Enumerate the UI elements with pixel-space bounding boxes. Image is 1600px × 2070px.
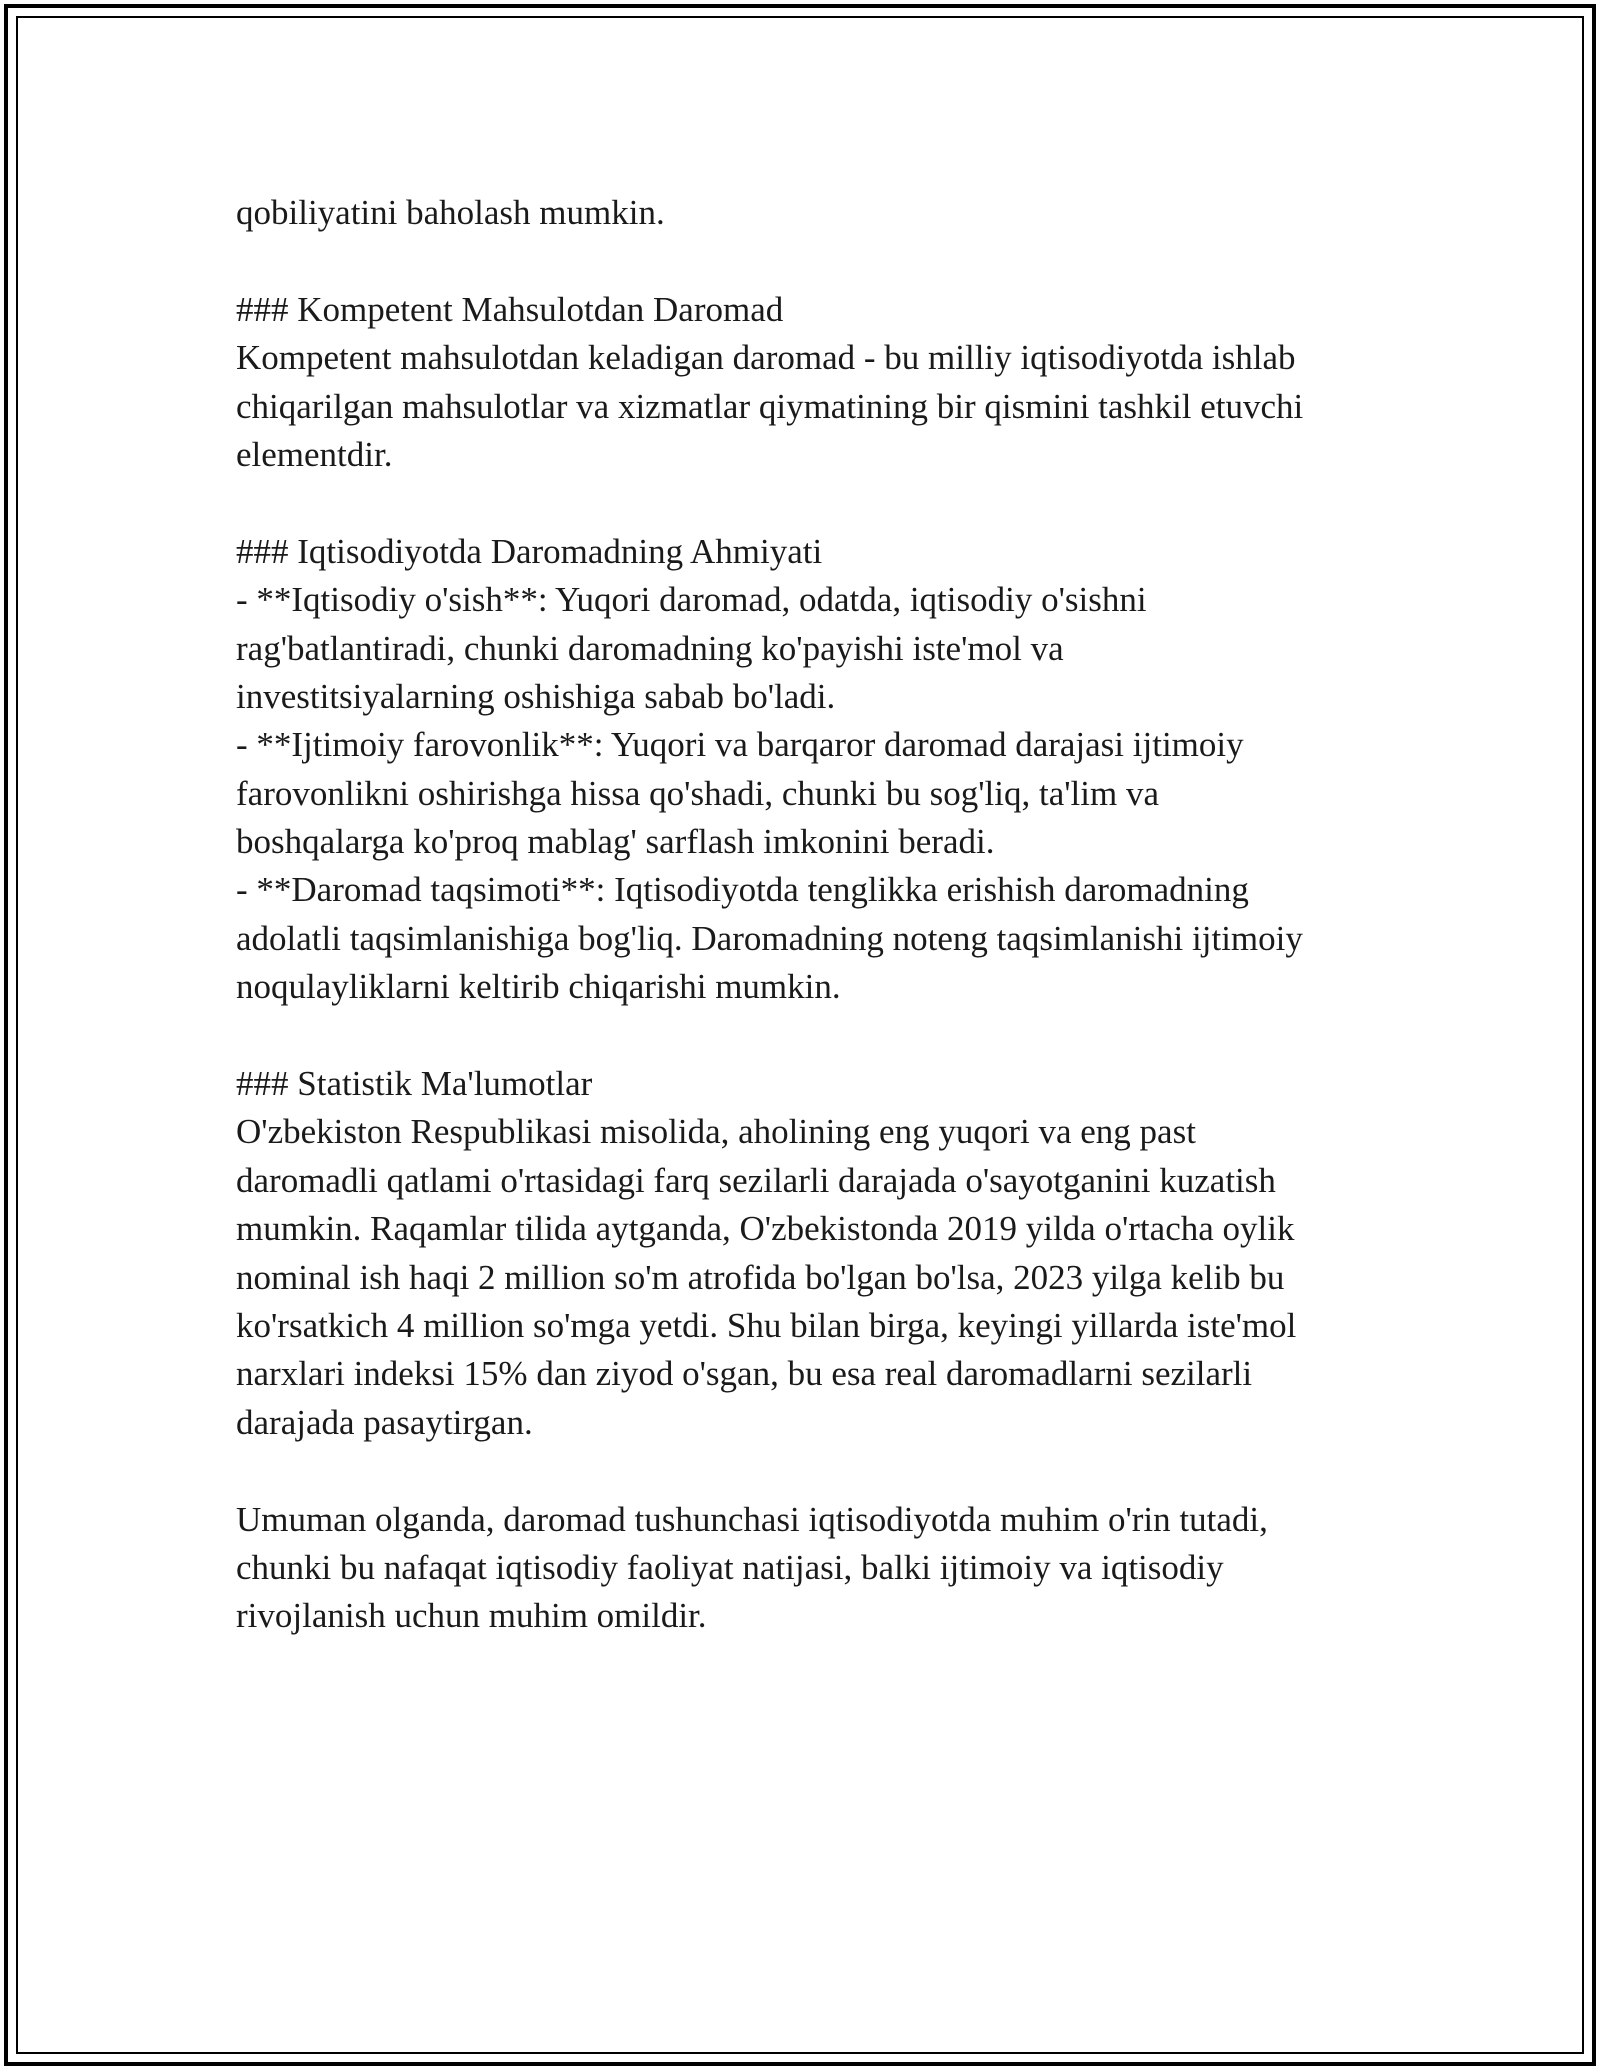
list-item-line: boshqalarga ko'proq mablag' sarflash imkonini beradi. — [236, 822, 995, 862]
section-statistik-malumotlar — [236, 1060, 1396, 1447]
paragraph-line: ko'rsatkich 4 million so'mga yetdi. Shu bilan birga, keyingi yillarda iste'mol — [236, 1305, 1297, 1345]
paragraph-line: daromadli qatlami o'rtasidagi farq sezilarli darajada o'sayotganini kuzatish — [236, 1160, 1276, 1200]
paragraph-line: rivojlanish uchun muhim omildir. — [236, 1596, 707, 1636]
section-daromad-ahmiyati — [236, 528, 1396, 1012]
list-item-line: investitsiyalarning oshishiga sabab bo'ladi. — [236, 676, 836, 716]
section-heading: ### Iqtisodiyotda Daromadning Ahmiyati — [236, 531, 823, 571]
section-heading: ### Kompetent Mahsulotdan Daromad — [236, 289, 784, 329]
list-item-line: adolatli taqsimlanishiga bog'liq. Daromadning noteng taqsimlanishi ijtimoiy — [236, 918, 1303, 958]
intro-line: qobiliyatini baholash mumkin. — [236, 193, 665, 232]
paragraph-line: mumkin. Raqamlar tilida aytganda, O'zbekistonda 2019 yilda o'rtacha oylik — [236, 1209, 1295, 1249]
list-item-line: - **Ijtimoiy farovonlik**: Yuqori va barqaror daromad darajasi ijtimoiy — [236, 725, 1244, 765]
paragraph-line: darajada pasaytirgan. — [236, 1402, 533, 1442]
paragraph-line: chiqarilgan mahsulotlar va xizmatlar qiymatining bir qismini tashkil etuvchi — [236, 386, 1304, 426]
paragraph-gap — [236, 1012, 1396, 1060]
paragraph-gap — [236, 479, 1396, 527]
paragraph-line: nominal ish haqi 2 million so'm atrofida bo'lgan bo'lsa, 2023 yilga kelib bu — [236, 1257, 1285, 1297]
list-item-line: - **Daromad taqsimoti**: Iqtisodiyotda tenglikka erishish daromadning — [236, 870, 1249, 910]
paragraph-line: Kompetent mahsulotdan keladigan daromad - bu milliy iqtisodiyotda ishlab — [236, 338, 1296, 378]
list-item-line: noqulayliklarni keltirib chiqarishi mumkin. — [236, 967, 841, 1007]
list-item-line: farovonlikni oshirishga hissa qo'shadi, chunki bu sog'liq, ta'lim va — [236, 773, 1159, 813]
paragraph-line: chunki bu nafaqat iqtisodiy faoliyat natijasi, balki ijtimoiy va iqtisodiy — [236, 1547, 1224, 1587]
document-body — [236, 189, 1396, 1641]
paragraph-gap — [236, 1447, 1396, 1495]
section-kompetent-mahsulot — [236, 286, 1396, 480]
paragraph-line: O'zbekiston Respublikasi misolida, aholining eng yuqori va eng past — [236, 1112, 1196, 1152]
section-heading: ### Statistik Ma'lumotlar — [236, 1064, 593, 1104]
list-item-line: rag'batlantiradi, chunki daromadning ko'payishi iste'mol va — [236, 628, 1064, 668]
paragraph-line: Umuman olganda, daromad tushunchasi iqtisodiyotda muhim o'rin tutadi, — [236, 1499, 1268, 1539]
paragraph-line: narxlari indeksi 15% dan ziyod o'sgan, bu esa real daromadlarni sezilarli — [236, 1354, 1253, 1394]
list-item-line: - **Iqtisodiy o'sish**: Yuqori daromad, odatda, iqtisodiy o'sishni — [236, 580, 1147, 620]
conclusion-paragraph — [236, 1496, 1396, 1641]
paragraph-gap — [236, 237, 1396, 285]
paragraph-line: elementdir. — [236, 434, 393, 474]
